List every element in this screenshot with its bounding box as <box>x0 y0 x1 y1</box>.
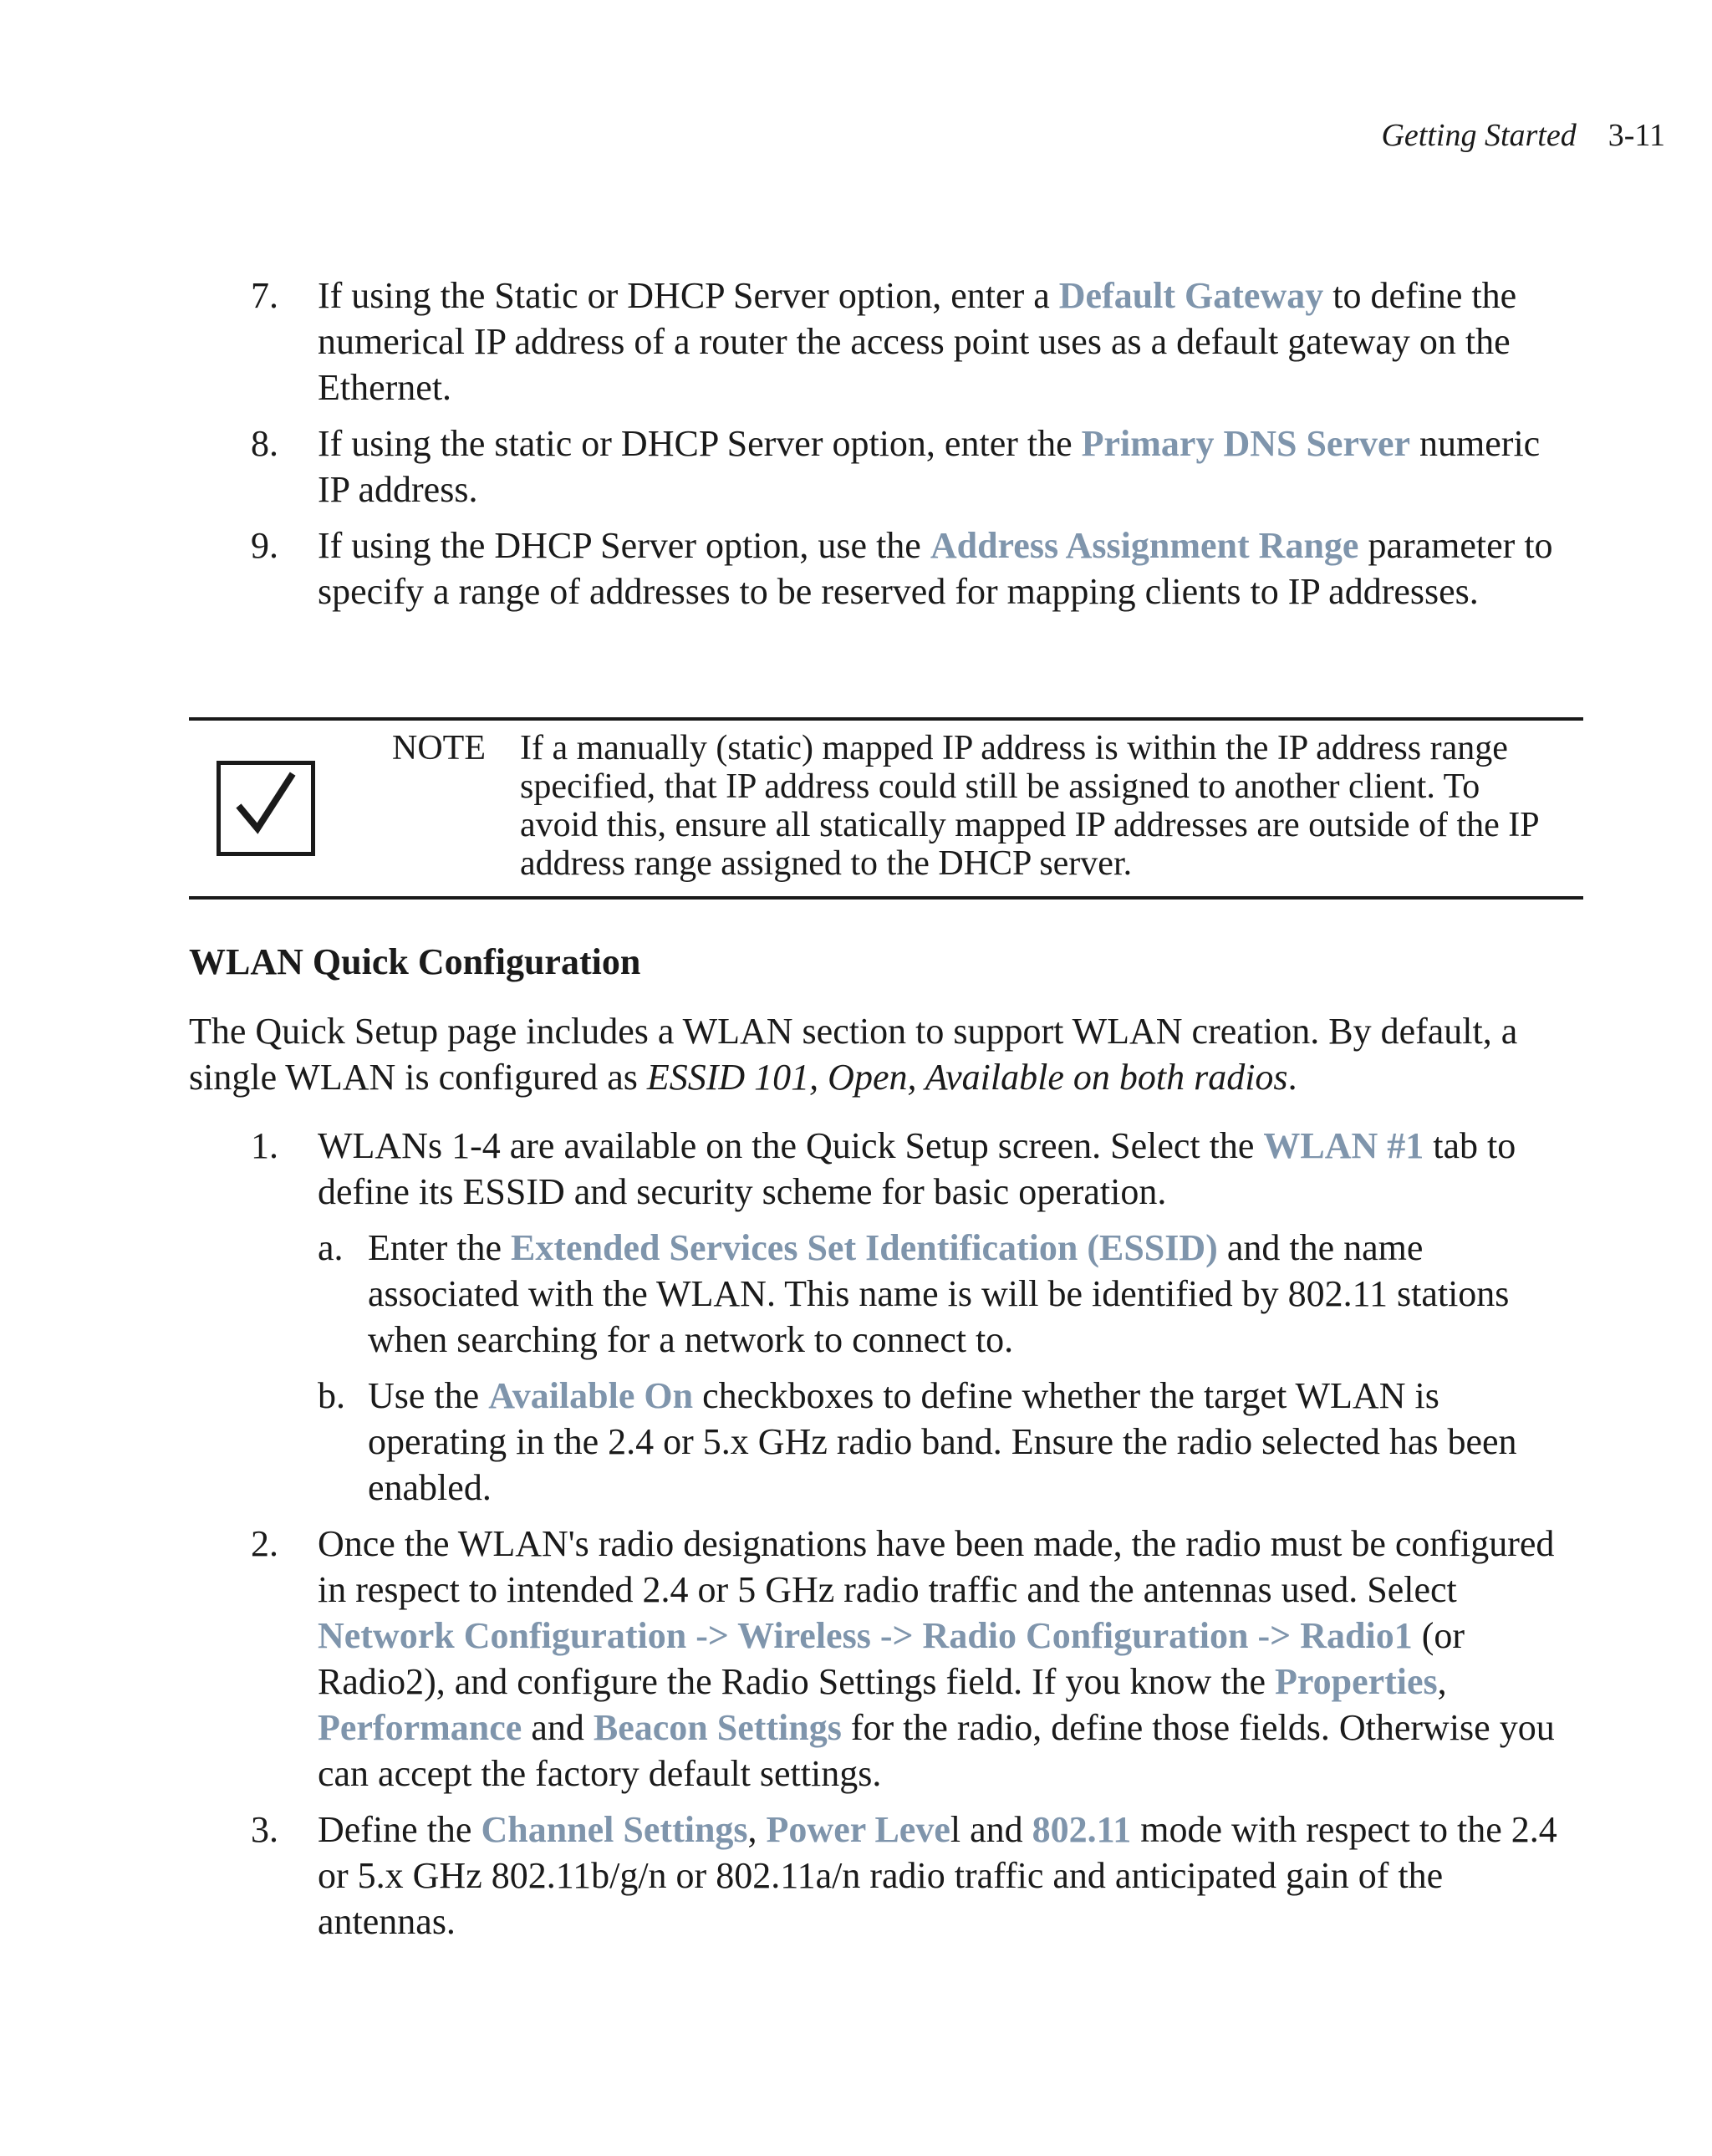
substep-letter: b. <box>318 1375 345 1416</box>
wlan-step-1b: b. Use the Available On checkboxes to define whether the target WLAN is operating in the 2.4 or 5.x GHz radio band. Ensure the radio selected has been enabled. <box>318 1373 1580 1511</box>
link-radio-configuration-path: Network Configuration -> Wireless -> Radio Configuration -> Radio1 <box>318 1615 1413 1656</box>
link-default-gateway: Default Gateway <box>1058 275 1324 316</box>
substep-letter: a. <box>318 1227 344 1268</box>
checkmark-icon <box>217 761 315 856</box>
link-performance: Performance <box>318 1707 522 1748</box>
link-address-assignment-range: Address Assignment Range <box>930 525 1359 566</box>
step-7: 7. If using the Static or DHCP Server option, enter a Default Gateway to define the numerical IP address of a router the access point uses as a default gateway on the Ethernet. <box>251 273 1580 410</box>
step-number: 2. <box>251 1523 278 1564</box>
note-label: NOTE <box>392 729 486 767</box>
link-properties: Properties <box>1275 1661 1438 1702</box>
note-text: If a manually (static) mapped IP address is within the IP address range specified, that IP address could still be assigned to another client. To avoid this, ensure all statically mapped IP addresses are outside of the IP address range assigned to the DHCP server. <box>520 729 1539 883</box>
wlan-step-1a: a. Enter the Extended Services Set Identification (ESSID) and the name associated with the WLAN. This name is will be identified by 802.11 stations when searching for a network to connect to. <box>318 1225 1580 1363</box>
link-primary-dns-server: Primary DNS Server <box>1081 423 1411 464</box>
link-available-on: Available On <box>488 1375 694 1416</box>
link-802-11: 802.11 <box>1032 1809 1132 1850</box>
page-header <box>1381 115 1665 155</box>
step-8: 8. If using the static or DHCP Server option, enter the Primary DNS Server numeric IP address. <box>251 420 1580 512</box>
default-wlan-description: ESSID 101, Open, Available on both radios <box>646 1057 1288 1098</box>
wlan-step-2: 2. Once the WLAN's radio designations have been made, the radio must be configured in respect to intended 2.4 or 5 GHz radio traffic and the antennas used. Select Network Configuration -> Wireless -> Radio Configuration -> Radio1 (or Radio2), and configure the Radio Settings field. If you know the Properties, Performance and Beacon Settings for the radio, define those fields. Otherwise you can accept the factory default settings. <box>251 1521 1580 1797</box>
step-9: 9. If using the DHCP Server option, use the Address Assignment Range parameter to specify a range of addresses to be reserved for mapping clients to IP addresses. <box>251 522 1580 614</box>
header-section-title: Getting Started <box>1381 118 1577 153</box>
steps-list-wlan <box>251 1123 1580 1955</box>
step-number: 7. <box>251 275 278 316</box>
step-number: 9. <box>251 525 278 566</box>
step-number: 3. <box>251 1809 278 1850</box>
intro-paragraph: The Quick Setup page includes a WLAN section to support WLAN creation. By default, a single WLAN is configured as ESSID 101, Open, Available on both radios. <box>189 1011 1518 1098</box>
wlan-step-1: 1. WLANs 1-4 are available on the Quick Setup screen. Select the WLAN #1 tab to define its ESSID and security scheme for basic operation. a. Enter the Extended Services Set Identification (ESSID) and the name associated with the WLAN. This name is will be identified by 802.11 stations when searching for a network to connect to. b. Use the Available On checkboxes to define whether the target WLAN is operating in the 2.4 or 5.x GHz radio band. Ensure the radio selected has been enabled. <box>251 1123 1580 1511</box>
step-number: 8. <box>251 423 278 464</box>
link-wlan-1: WLAN #1 <box>1263 1125 1424 1166</box>
link-power-level: Power Leve <box>766 1809 950 1850</box>
link-beacon-settings: Beacon Settings <box>593 1707 842 1748</box>
link-essid: Extended Services Set Identification (ESSID) <box>511 1227 1218 1268</box>
section-heading: WLAN Quick Configuration <box>189 941 641 982</box>
step-number: 1. <box>251 1125 278 1166</box>
wlan-step-3: 3. Define the Channel Settings, Power Level and 802.11 mode with respect to the 2.4 or 5.x GHz 802.11b/g/n or 802.11a/n radio traffic and anticipated gain of the antennas. <box>251 1807 1580 1944</box>
note-box <box>189 717 1583 900</box>
link-channel-settings: Channel Settings <box>481 1809 748 1850</box>
steps-list-top <box>251 273 1580 624</box>
header-page-number: 3-11 <box>1608 118 1665 153</box>
